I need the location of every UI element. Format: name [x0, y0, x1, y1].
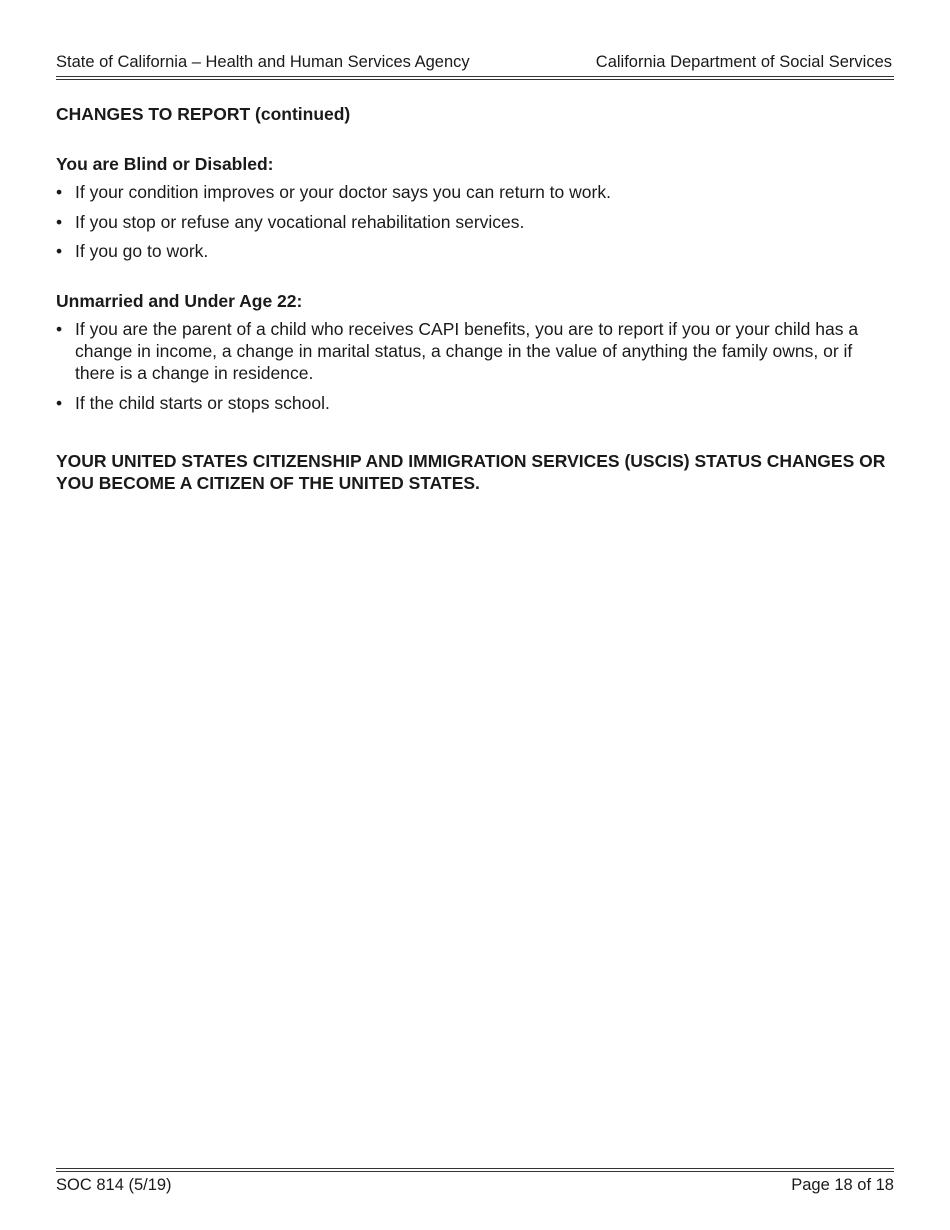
section-title: CHANGES TO REPORT (continued)	[56, 104, 351, 124]
blind-disabled-list	[56, 181, 894, 262]
header-agency: State of California – Health and Human Services Agency	[56, 53, 470, 71]
bullet-icon: •	[56, 319, 63, 339]
page-header	[56, 52, 892, 72]
list-item-text: If your condition improves or your doctor says you can return to work.	[75, 182, 611, 202]
footer-divider	[56, 1168, 894, 1172]
page-number: Page 18 of 18	[791, 1176, 894, 1194]
bullet-icon: •	[56, 392, 63, 413]
uscis-notice: YOUR UNITED STATES CITIZENSHIP AND IMMIGRATION SERVICES (USCIS) STATUS CHANGES OR YOU BECOME A CITIZEN OF THE UNITED STATES.	[56, 450, 886, 493]
list-item-text: If you stop or refuse any vocational rehabilitation services.	[75, 211, 525, 232]
list-item-text: If you are the parent of a child who receives CAPI benefits, you are to report if you or your child has a change in income, a change in marital status, a change in the value of anything the family owns, or if there is a change in residence.	[75, 319, 859, 383]
list-item-text: If you go to work.	[75, 241, 209, 261]
bullet-icon: •	[56, 241, 63, 261]
list-item	[56, 318, 894, 384]
blind-disabled-heading: You are Blind or Disabled:	[56, 154, 274, 174]
list-item-text: If the child starts or stops school.	[75, 392, 330, 413]
list-item	[56, 211, 894, 233]
list-item	[56, 240, 894, 262]
list-item	[56, 392, 894, 414]
header-department: California Department of Social Services	[595, 53, 892, 71]
form-id: SOC 814 (5/19)	[56, 1176, 172, 1194]
bullet-icon: •	[56, 211, 63, 232]
unmarried-list	[56, 318, 894, 414]
bullet-icon: •	[56, 182, 63, 202]
page-footer	[56, 1175, 894, 1195]
unmarried-heading: Unmarried and Under Age 22:	[56, 291, 303, 311]
header-divider	[56, 76, 894, 80]
list-item	[56, 181, 894, 203]
page-content	[56, 103, 894, 495]
